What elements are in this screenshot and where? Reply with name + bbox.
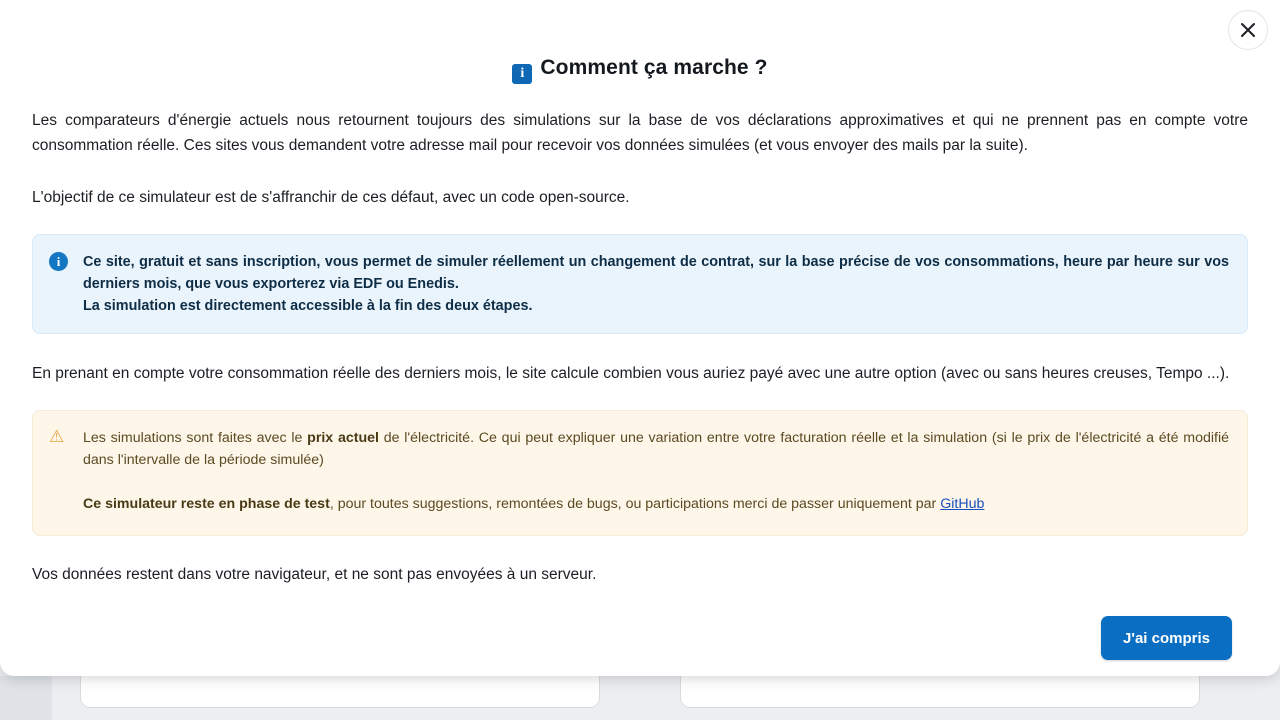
info-callout-body xyxy=(83,251,1229,317)
warning-triangle-icon: ⚠ xyxy=(49,427,65,446)
warning-text-1-bold: prix actuel xyxy=(307,430,379,446)
info-circle-icon: i xyxy=(49,252,68,271)
warning-callout-body xyxy=(83,427,1229,515)
warning-callout-icon-wrap xyxy=(49,427,83,515)
info-callout-line-1: Ce site, gratuit et sans inscription, vous permet de simuler réellement un changement de contrat, sur la base précise de vos consommations, heure par heure sur vos derniers mois, que vous exporterez via EDF ou Enedis. xyxy=(83,254,1229,292)
warning-text-1-part-1: Les simulations sont faites avec le xyxy=(83,430,308,446)
confirm-button[interactable]: J'ai compris xyxy=(1101,616,1232,660)
info-callout-text xyxy=(83,251,1229,317)
warning-callout xyxy=(32,410,1248,536)
page-title xyxy=(0,0,1280,84)
warning-text-2-part: , pour toutes suggestions, remontées de bugs, ou participations merci de passer uniquement par xyxy=(329,496,941,512)
close-icon xyxy=(1239,21,1257,39)
intro-paragraph-2: L'objectif de ce simulateur est de s'affranchir de ces défaut, avec un code open-source. xyxy=(32,189,630,206)
info-callout xyxy=(32,234,1248,334)
modal-footer xyxy=(0,584,1280,676)
background-panel-left xyxy=(0,676,52,720)
page-title-text: Comment ça marche ? xyxy=(540,56,768,79)
warning-callout-text-2 xyxy=(83,493,1229,515)
intro-paragraph-1: Les comparateurs d'énergie actuels nous retournent toujours des simulations sur la base de vos déclarations approximatives et qui ne prennent pas en compte votre consommation réelle. Ces sites vous demandent votre adresse mail pour recevoir vos données simulées (et vous envoyer des mails par la suite). xyxy=(32,112,1248,154)
intro-paragraph-4: Vos données restent dans votre navigateur, et ne sont pas envoyées à un serveur. xyxy=(32,566,597,583)
warning-text-2-bold: Ce simulateur reste en phase de test xyxy=(83,496,330,512)
intro-paragraph-3: En prenant en compte votre consommation réelle des derniers mois, le site calcule combien vous auriez payé avec une autre option (avec ou sans heures creuses, Tempo ...). xyxy=(32,365,1230,382)
info-square-icon: i xyxy=(512,64,532,84)
info-callout-line-2: La simulation est directement accessible à la fin des deux étapes. xyxy=(83,298,533,314)
github-link[interactable]: GitHub xyxy=(940,496,985,512)
close-button[interactable] xyxy=(1228,10,1268,50)
warning-text-1-part-2: de l'électricité. Ce qui peut expliquer une variation entre votre facturation réelle et la simulation (si le prix de l'électricité a été modifié dans l'intervalle de la période simulée) xyxy=(83,430,1229,468)
warning-callout-text-1 xyxy=(83,427,1229,471)
info-callout-icon-wrap xyxy=(49,251,83,317)
background-panel-middle xyxy=(628,676,656,720)
modal-body xyxy=(0,108,1280,587)
